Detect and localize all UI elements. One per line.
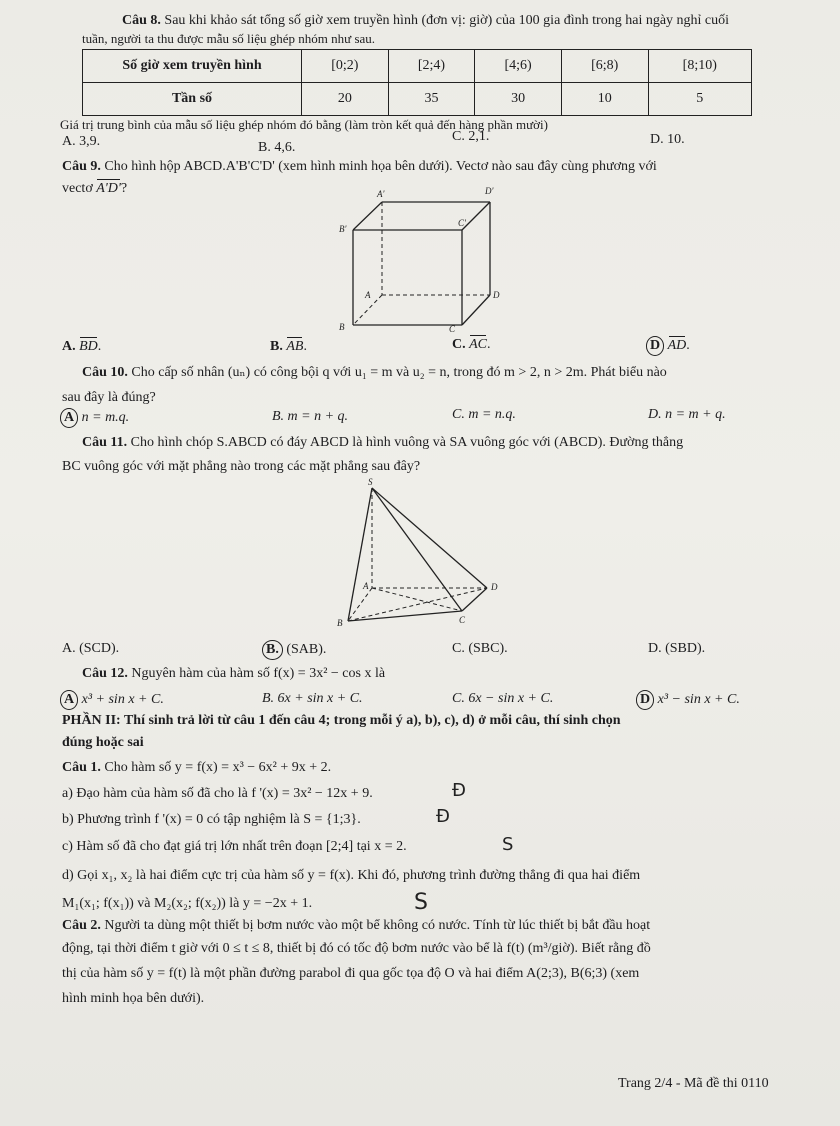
q8-label: Câu 8.	[122, 13, 161, 28]
q9-option-d-letter-circled: D	[646, 336, 664, 356]
q12-option-b[interactable]: B. 6x + sin x + C.	[262, 691, 363, 706]
table-header-frequency: Tần số	[83, 83, 302, 116]
q11-option-b-letter-circled: B.	[262, 640, 283, 660]
q9-text: Cho hình hộp ABCD.A'B'C'D' (xem hình minh họa bên dưới). Vectơ nào sau đây cùng phương với	[104, 159, 657, 174]
q8-intro-line2: tuần, người ta thu được mẫu số liệu ghép nhóm như sau.	[82, 31, 376, 46]
handwritten-true-mark: Ð	[452, 780, 466, 801]
table-header-hours: Số giờ xem truyền hình	[83, 50, 302, 83]
label-C: C	[449, 324, 456, 334]
p2q2-label: Câu 2.	[62, 918, 101, 933]
q12-option-a-text: x³ + sin x + C.	[81, 692, 164, 707]
handwritten-true-mark: Ð	[436, 806, 450, 827]
q8-option-a[interactable]: A. 3,9.	[62, 134, 101, 149]
q9-text-line2	[62, 180, 127, 198]
q8-intro: Sau khi khảo sát tổng số giờ xem truyền hình (đơn vị: giờ) của 100 gia đình trong hai ngày nghỉ cuối	[164, 13, 730, 28]
table-cell: [6;8)	[561, 50, 648, 83]
q12-option-a[interactable]	[60, 690, 164, 710]
p2q1-statement-a: a) Đạo hàm của hàm số đã cho là f '(x) = 3x² − 12x + 9.	[62, 786, 373, 801]
p2q2-text-line4: hình minh họa bên dưới).	[62, 991, 205, 1006]
table-cell: [4;6)	[475, 50, 562, 83]
q9-option-d-vector: AD	[667, 338, 687, 353]
label-C: C	[459, 615, 466, 625]
q10-label: Câu 10.	[82, 365, 128, 380]
q12-label: Câu 12.	[82, 666, 128, 681]
label-D1: D'	[485, 186, 494, 196]
label-B: B	[339, 322, 345, 332]
q11-option-a[interactable]: A. (SCD).	[62, 641, 120, 656]
p2q2-text-line1	[62, 917, 650, 935]
table-cell: 35	[388, 83, 475, 116]
q9-vector: A'D'	[96, 181, 121, 196]
table-cell: [2;4)	[388, 50, 475, 83]
q10-option-d[interactable]: D. n = m + q.	[648, 407, 726, 422]
q8-option-b[interactable]: B. 4,6.	[258, 140, 296, 155]
label-B: B	[337, 618, 343, 628]
p2q1-statement-b: b) Phương trình f '(x) = 0 có tập nghiệm là S = {1;3}.	[62, 812, 361, 827]
table-row	[83, 50, 752, 83]
q10-text-line1	[82, 364, 667, 382]
q10-option-c[interactable]: C. m = n.q.	[452, 407, 516, 422]
q12-option-d[interactable]	[636, 690, 740, 710]
p2q1-text	[62, 759, 331, 777]
label-D: D	[491, 582, 498, 592]
table-cell: 5	[648, 83, 751, 116]
frequency-table	[82, 49, 752, 116]
box-figure	[325, 180, 500, 335]
p2q2-text-line2: động, tại thời điểm t giờ với 0 ≤ t ≤ 8, thiết bị đó có tốc độ bơm nước vào bể là f(t) (m³/giờ). Biết rằng đồ	[62, 941, 651, 956]
q10-text: Cho cấp số nhân (uₙ) có công bội q với u₁ = m và u₂ = n, trong đó m > 2, n > 2m. Phát biểu nào	[131, 365, 667, 380]
q12-option-c[interactable]: C. 6x − sin x + C.	[452, 691, 554, 706]
q8-option-c[interactable]: C. 2,1.	[452, 129, 490, 144]
q8-option-d[interactable]: D. 10.	[650, 132, 685, 147]
q9-option-a-vector: BD	[79, 339, 98, 354]
q9-text-line1	[62, 158, 657, 176]
q10-option-a-text: n = m.q.	[81, 410, 130, 425]
label-C1: C'	[458, 218, 466, 228]
page-footer: Trang 2/4 - Mã đề thi 0110	[618, 1076, 769, 1091]
q10-option-a[interactable]	[60, 408, 129, 428]
q11-option-c[interactable]: C. (SBC).	[452, 641, 508, 656]
q11-label: Câu 11.	[82, 435, 128, 450]
table-cell: [8;10)	[648, 50, 751, 83]
label-B1: B'	[339, 224, 347, 234]
q11-option-b[interactable]	[262, 640, 326, 660]
q11-option-b-text: (SAB).	[286, 642, 327, 657]
q9-option-b-letter: B.	[270, 339, 283, 354]
q11-text: Cho hình chóp S.ABCD có đáy ABCD là hình vuông và SA vuông góc với (ABCD). Đường thẳng	[130, 435, 684, 450]
q9-qmark: ?	[120, 181, 128, 196]
q11-option-d[interactable]: D. (SBD).	[648, 641, 706, 656]
q12-text	[82, 665, 385, 683]
part2-heading-line1: PHẦN II: Thí sinh trả lời từ câu 1 đến câu 4; trong mỗi ý a), b), c), d) ở mỗi câu, thí sinh chọn	[62, 713, 621, 728]
q12-question: Nguyên hàm của hàm số f(x) = 3x² − cos x là	[131, 666, 386, 681]
label-D: D	[493, 290, 500, 300]
label-A: A	[363, 581, 369, 591]
label-A1: A'	[377, 189, 385, 199]
p2q2-text: Người ta dùng một thiết bị bơm nước vào một bể không có nước. Tính từ lúc thiết bị bắt đầu hoạt	[104, 918, 651, 933]
label-S: S	[368, 477, 373, 487]
q9-option-b-vector: AB	[286, 339, 304, 354]
part2-heading-line2: đúng hoặc sai	[62, 735, 144, 750]
q10-text-line2: sau đây là đúng?	[62, 390, 156, 405]
p2q1-label: Câu 1.	[62, 760, 101, 775]
handwritten-false-mark: S	[502, 834, 514, 855]
table-cell: [0;2)	[302, 50, 389, 83]
q9-option-a-letter: A.	[62, 339, 76, 354]
q8-intro-line1	[122, 12, 729, 30]
q11-text-line1	[82, 434, 683, 452]
table-row	[83, 83, 752, 116]
q12-option-d-text: x³ − sin x + C.	[657, 692, 740, 707]
q8-question: Giá trị trung bình của mẫu số liệu ghép nhóm đó bằng (làm tròn kết quả đến hàng phần mười)	[60, 117, 548, 132]
p2q1-statement-d-line1: d) Gọi x₁, x₂ là hai điểm cực trị của hàm số y = f(x). Khi đó, phương trình đường thẳng đi qua hai điểm	[62, 868, 641, 883]
handwritten-false-mark: S	[414, 890, 428, 915]
p2q1-statement-d-line2: M₁(x₁; f(x₁)) và M₂(x₂; f(x₂)) là y = −2x + 1.	[62, 896, 313, 911]
q10-option-a-letter-circled: A	[60, 408, 78, 428]
table-cell: 20	[302, 83, 389, 116]
q9-label: Câu 9.	[62, 159, 101, 174]
table-cell: 30	[475, 83, 562, 116]
q12-option-d-letter-circled: D	[636, 690, 654, 710]
q12-option-a-letter-circled: A	[60, 690, 78, 710]
q9-option-a[interactable]: A. BD.	[62, 339, 102, 354]
q9-vector-word: vectơ	[62, 181, 93, 196]
q9-option-d[interactable]: D AD.	[646, 336, 690, 356]
q11-text-line2: BC vuông góc với mặt phẳng nào trong các mặt phẳng sau đây?	[62, 459, 421, 474]
q9-option-c[interactable]: C. AC.	[452, 337, 491, 352]
q9-option-c-letter: C.	[452, 337, 466, 352]
label-A: A	[365, 290, 371, 300]
p2q2-text-line3: thị của hàm số y = f(t) là một phần đường parabol đi qua gốc tọa độ O và hai điểm A(2;3), B(6;3) (xem	[62, 966, 640, 981]
q9-option-b[interactable]: B. AB.	[270, 339, 307, 354]
q9-option-c-vector: AC	[469, 337, 488, 352]
p2q1-statement-c: c) Hàm số đã cho đạt giá trị lớn nhất trên đoạn [2;4] tại x = 2.	[62, 839, 407, 854]
q10-option-b[interactable]: B. m = n + q.	[272, 409, 349, 424]
pyramid-figure	[325, 476, 515, 634]
table-cell: 10	[561, 83, 648, 116]
p2q1-question: Cho hàm số y = f(x) = x³ − 6x² + 9x + 2.	[104, 760, 332, 775]
